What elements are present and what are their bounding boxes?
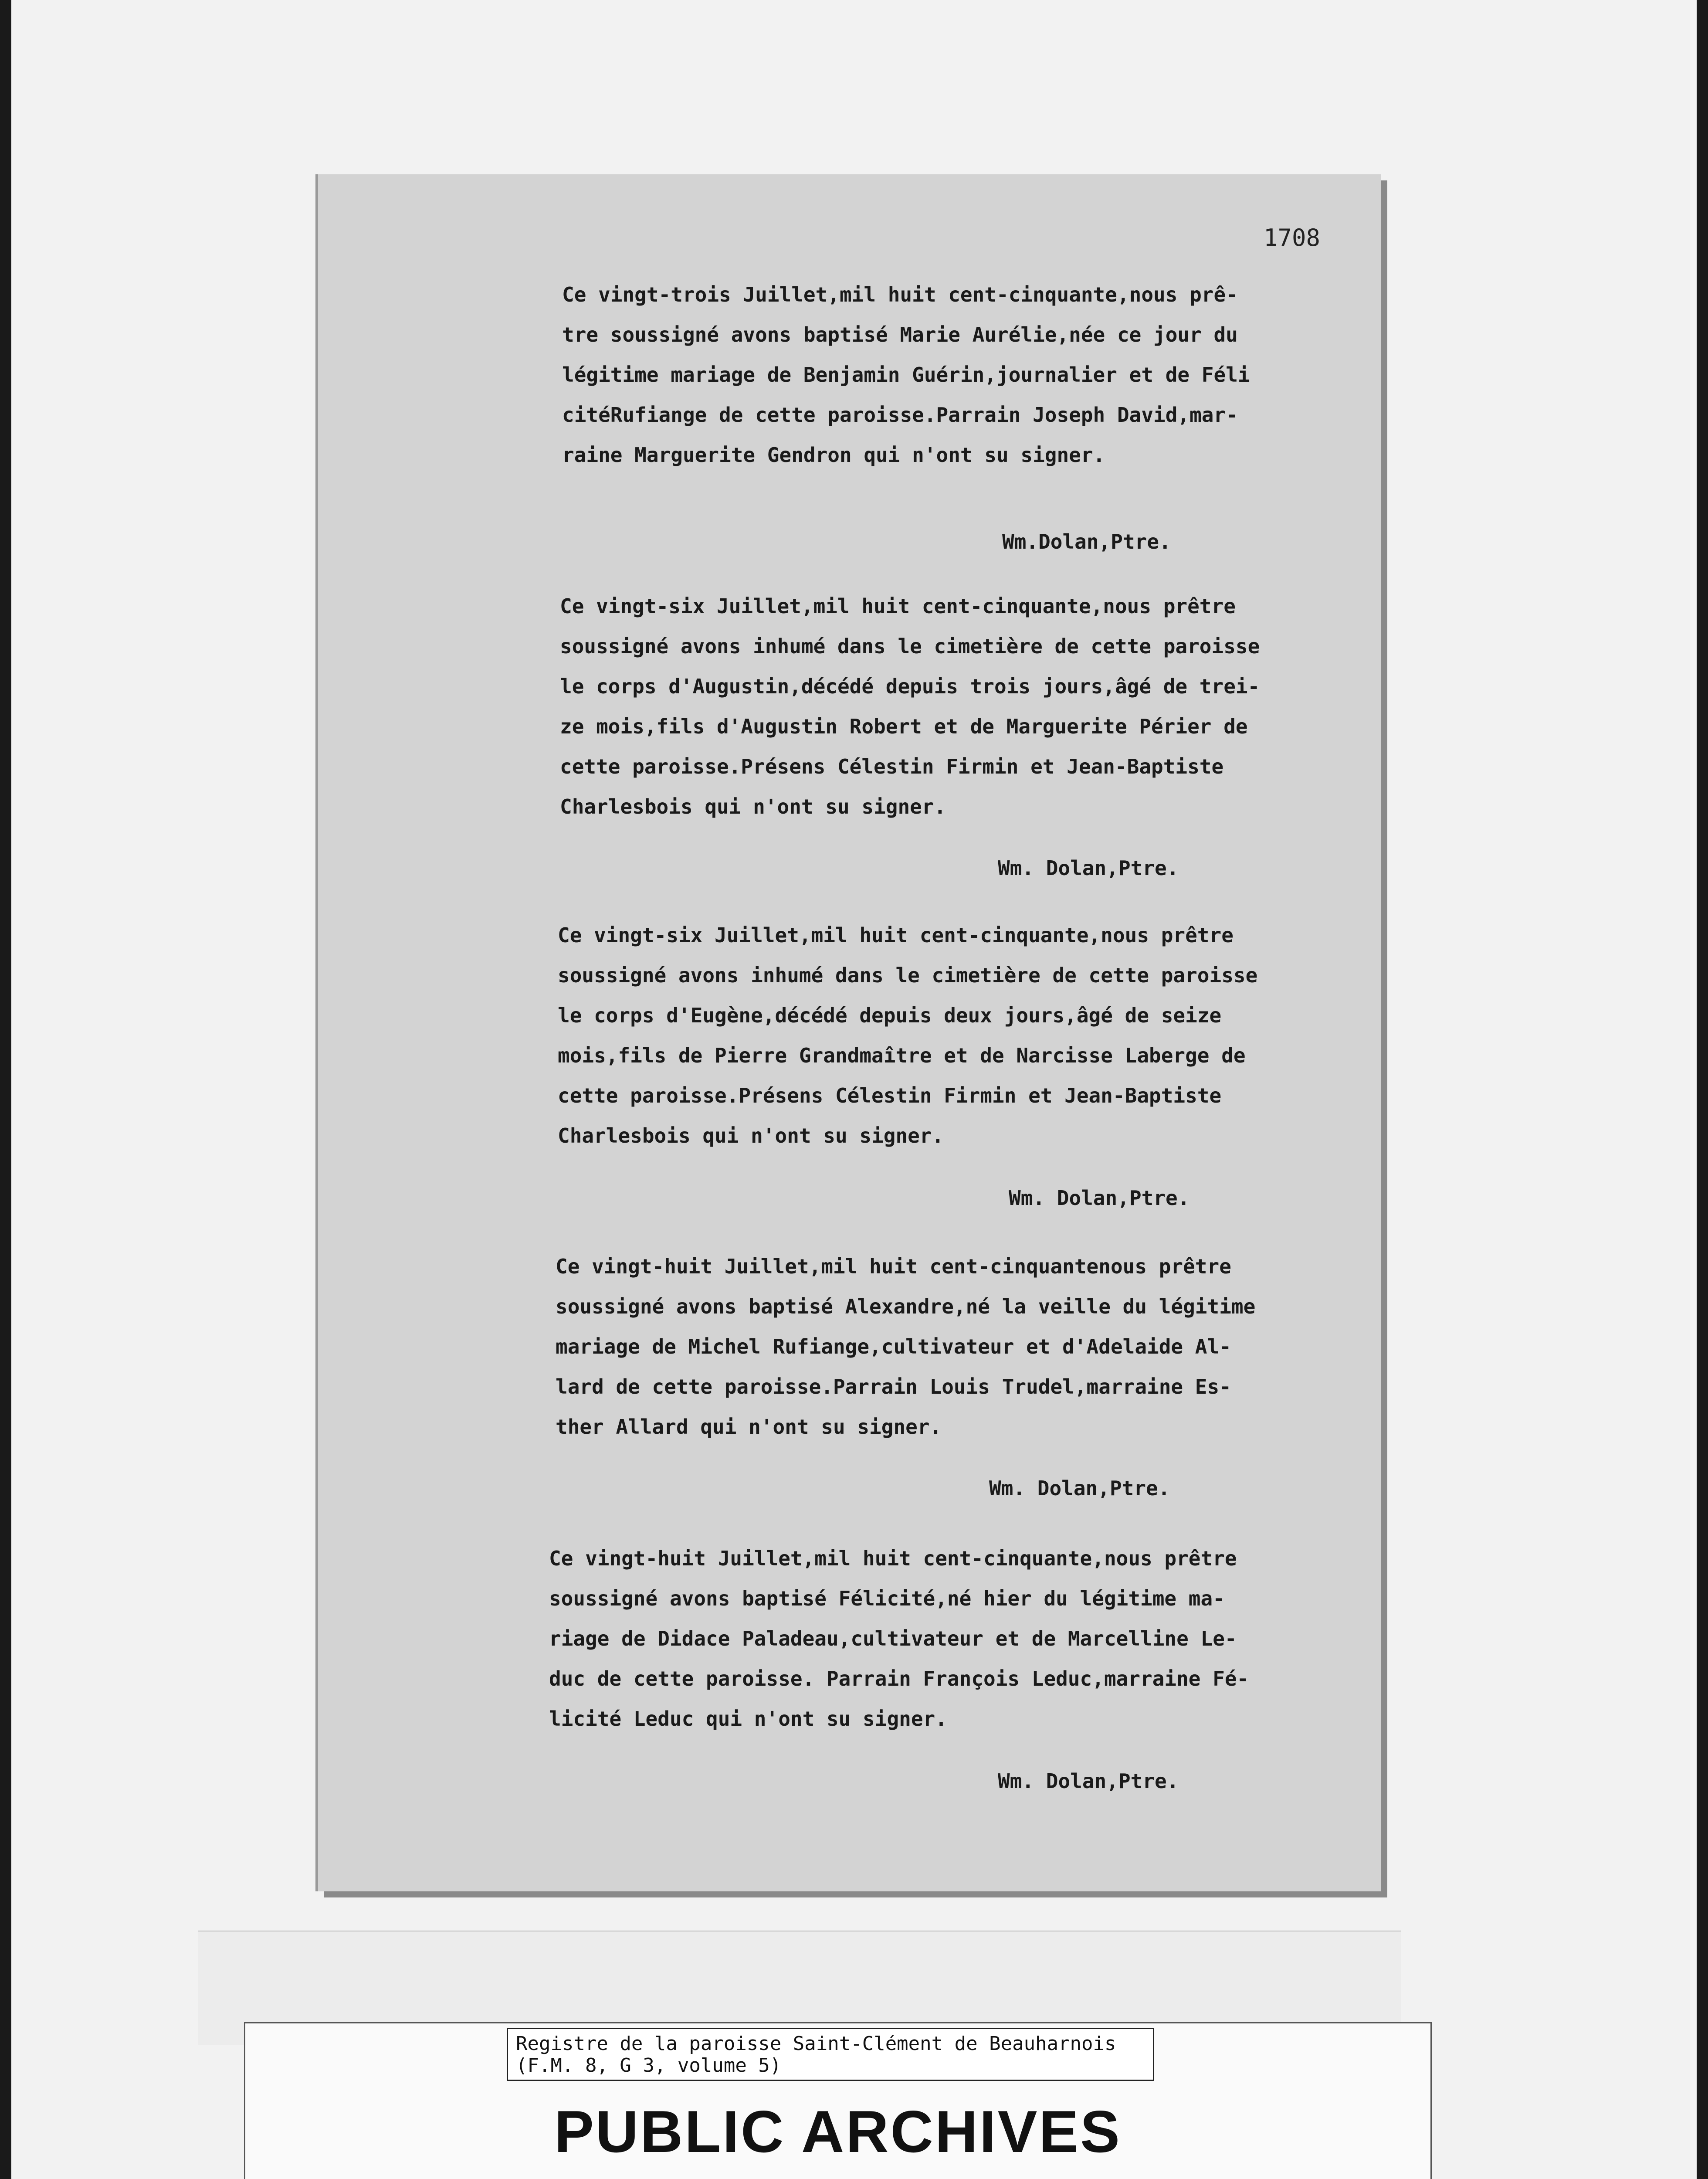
entry-line: Charlesbois qui n'ont su signer. <box>558 1124 944 1147</box>
page-number: 1708 <box>1264 224 1321 251</box>
entry-line: cette paroisse.Présens Célestin Firmin et Jean-Baptiste <box>558 1084 1222 1107</box>
entry-line: Charlesbois qui n'ont su signer. <box>560 795 946 818</box>
entry-line: Ce vingt-huit Juillet,mil huit cent-cinquantenous prêtre <box>556 1255 1231 1278</box>
entry-line: ther Allard qui n'ont su signer. <box>556 1415 942 1439</box>
entry-line: tre soussigné avons baptisé Marie Aurélie,née ce jour du <box>562 323 1238 346</box>
priest-signature: Wm.Dolan,Ptre. <box>1002 530 1171 553</box>
collection-label <box>507 2028 1154 2081</box>
entry-line: soussigné avons inhumé dans le cimetière de cette paroisse <box>558 964 1258 987</box>
priest-signature: Wm. Dolan,Ptre. <box>989 1476 1170 1500</box>
entry-line: Ce vingt-huit Juillet,mil huit cent-cinquante,nous prêtre <box>549 1547 1237 1570</box>
entry-line: citéRufiange de cette paroisse.Parrain Joseph David,mar- <box>562 403 1238 427</box>
entry-line: le corps d'Augustin,décédé depuis trois jours,âgé de trei- <box>560 675 1260 698</box>
priest-signature: Wm. Dolan,Ptre. <box>998 856 1179 880</box>
entry-line: mois,fils de Pierre Grandmaître et de Narcisse Laberge de <box>558 1044 1246 1067</box>
entry-line: raine Marguerite Gendron qui n'ont su signer. <box>562 443 1105 467</box>
entry-line: Ce vingt-trois Juillet,mil huit cent-cinquante,nous prê- <box>562 283 1238 306</box>
entry-line: soussigné avons inhumé dans le cimetière de cette paroisse <box>560 635 1260 658</box>
priest-signature: Wm. Dolan,Ptre. <box>1009 1186 1190 1210</box>
archive-title-english: PUBLIC ARCHIVES <box>554 2098 1122 2165</box>
entry-line: le corps d'Eugène,décédé depuis deux jours,âgé de seize <box>558 1004 1222 1027</box>
priest-signature: Wm. Dolan,Ptre. <box>998 1769 1179 1793</box>
entry-line: duc de cette paroisse. Parrain François Leduc,marraine Fé- <box>549 1667 1249 1690</box>
entry-line: licité Leduc qui n'ont su signer. <box>549 1707 947 1731</box>
entry-line: lard de cette paroisse.Parrain Louis Trudel,marraine Es- <box>556 1375 1231 1398</box>
collection-label-title: Registre de la paroisse Saint-Clément de Beauharnois <box>516 2033 1116 2055</box>
entry-line: soussigné avons baptisé Alexandre,né la veille du légitime <box>556 1295 1256 1318</box>
entry-line: légitime mariage de Benjamin Guérin,journalier et de Féli <box>562 363 1250 387</box>
entry-line: soussigné avons baptisé Félicité,né hier du légitime ma- <box>549 1587 1225 1610</box>
collection-label-reference: (F.M. 8, G 3, volume 5) <box>516 2054 782 2077</box>
register-page <box>318 174 1381 1891</box>
entry-line: ze mois,fils d'Augustin Robert et de Marguerite Périer de <box>560 715 1248 738</box>
entry-line: Ce vingt-six Juillet,mil huit cent-cinquante,nous prêtre <box>558 923 1234 947</box>
entry-line: Ce vingt-six Juillet,mil huit cent-cinquante,nous prêtre <box>560 594 1236 618</box>
entry-line: cette paroisse.Présens Célestin Firmin et Jean-Baptiste <box>560 755 1224 778</box>
entry-line: riage de Didace Paladeau,cultivateur et de Marcelline Le- <box>549 1627 1237 1650</box>
entry-line: mariage de Michel Rufiange,cultivateur et d'Adelaide Al- <box>556 1335 1231 1358</box>
archive-card <box>244 2022 1432 2179</box>
